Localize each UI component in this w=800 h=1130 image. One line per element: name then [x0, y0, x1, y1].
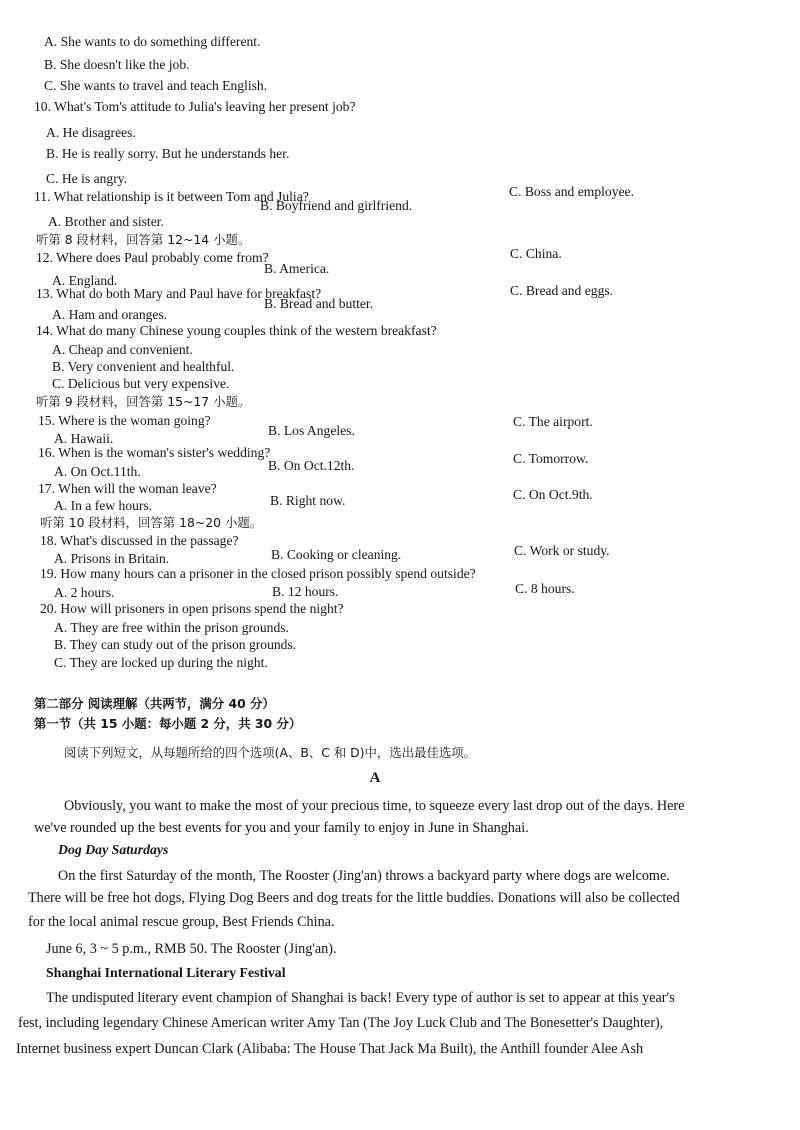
q12-option-a: A. England.: [52, 273, 118, 288]
q20-option-b: B. They can study out of the prison grounds.: [54, 637, 297, 652]
q9-option-a: A. She wants to do something different.: [44, 34, 261, 49]
event1-line-1: On the first Saturday of the month, The Rooster (Jing'an) throws a backyard party where dogs are welcome.: [58, 868, 670, 884]
section8-header: 听第 8 段材料，回答第 12~14 小题。: [36, 232, 251, 247]
q15-option-a: A. Hawaii.: [54, 431, 114, 446]
q15-option-b: B. Los Angeles.: [268, 423, 355, 438]
q14-question: 14. What do many Chinese young couples think of the western breakfast?: [36, 323, 437, 338]
section10-header: 听第 10 段材料，回答第 18~20 小题。: [40, 515, 263, 530]
q13-question: 13. What do both Mary and Paul have for breakfast?: [36, 286, 322, 301]
q12-question: 12. Where does Paul probably come from?: [36, 250, 269, 265]
part-title: 第二部分 阅读理解（共两节，满分 40 分）: [34, 696, 275, 711]
q11-option-b: B. Boyfriend and girlfriend.: [260, 198, 413, 213]
q16-option-b: B. On Oct.12th.: [268, 458, 355, 473]
q20-option-c: C. They are locked up during the night.: [54, 655, 268, 670]
event1-line-3: for the local animal rescue group, Best Friends China.: [28, 914, 335, 930]
q15-question: 15. Where is the woman going?: [38, 413, 211, 428]
q16-option-a: A. On Oct.11th.: [54, 464, 141, 479]
q11-option-c: C. Boss and employee.: [509, 184, 634, 199]
section-title: 第一节（共 15 小题：每小题 2 分，共 30 分）: [34, 716, 302, 731]
event2-line-2: fest, including legendary Chinese American writer Amy Tan (The Joy Luck Club and The Bonesetter's Daughter),: [18, 1015, 664, 1031]
q19-option-a: A. 2 hours.: [54, 585, 115, 600]
q10-option-c: C. He is angry.: [46, 171, 128, 186]
q20-question: 20. How will prisoners in open prisons spend the night?: [40, 601, 344, 616]
q10-option-a: A. He disagrees.: [46, 125, 136, 140]
q12-option-c: C. China.: [510, 246, 562, 261]
q18-option-a: A. Prisons in Britain.: [54, 551, 170, 566]
event1-info: June 6, 3 ~ 5 p.m., RMB 50. The Rooster (Jing'an).: [46, 941, 337, 957]
q14-option-c: C. Delicious but very expensive.: [52, 376, 230, 391]
q13-option-b: B. Bread and butter.: [264, 296, 374, 311]
q18-option-c: C. Work or study.: [514, 543, 610, 558]
q9-option-c: C. She wants to travel and teach English.: [44, 78, 268, 93]
q17-option-c: C. On Oct.9th.: [513, 487, 593, 502]
q20-option-a: A. They are free within the prison grounds.: [54, 620, 289, 635]
q15-option-c: C. The airport.: [513, 414, 593, 429]
q14-option-b: B. Very convenient and healthful.: [52, 359, 235, 374]
reading-instruction: 阅读下列短文，从每题所给的四个选项(A、B、C 和 D)中，选出最佳选项。: [64, 745, 477, 760]
passage-label: A: [369, 770, 381, 786]
event1-line-2: There will be free hot dogs, Flying Dog Beers and dog treats for the little buddies. Donations will also be collected: [28, 890, 680, 906]
intro-line-1: Obviously, you want to make the most of your precious time, to squeeze every last drop out of the days. Here: [64, 798, 685, 814]
event2-title: Shanghai International Literary Festival: [46, 965, 286, 980]
q10-question: 10. What's Tom's attitude to Julia's leaving her present job?: [34, 99, 356, 114]
q19-question: 19. How many hours can a prisoner in the closed prison possibly spend outside?: [40, 566, 476, 581]
q18-question: 18. What's discussed in the passage?: [40, 533, 239, 548]
q17-question: 17. When will the woman leave?: [38, 481, 217, 496]
q16-question: 16. When is the woman's sister's wedding?: [38, 445, 271, 460]
q11-option-a: A. Brother and sister.: [48, 214, 164, 229]
q12-option-b: B. America.: [264, 261, 330, 276]
q17-option-b: B. Right now.: [270, 493, 346, 508]
q13-option-c: C. Bread and eggs.: [510, 283, 614, 298]
q16-option-c: C. Tomorrow.: [513, 451, 589, 466]
q19-option-c: C. 8 hours.: [515, 581, 575, 596]
q14-option-a: A. Cheap and convenient.: [52, 342, 193, 357]
event2-line-1: The undisputed literary event champion of Shanghai is back! Every type of author is set to appear at this year's: [46, 990, 675, 1006]
q17-option-a: A. In a few hours.: [54, 498, 153, 513]
q9-option-b: B. She doesn't like the job.: [44, 57, 190, 72]
q18-option-b: B. Cooking or cleaning.: [271, 547, 402, 562]
section9-header: 听第 9 段材料，回答第 15~17 小题。: [36, 394, 251, 409]
event1-title: Dog Day Saturdays: [58, 842, 169, 857]
q10-option-b: B. He is really sorry. But he understands her.: [46, 146, 290, 161]
q13-option-a: A. Ham and oranges.: [52, 307, 168, 322]
q19-option-b: B. 12 hours.: [272, 584, 339, 599]
event2-line-3: Internet business expert Duncan Clark (Alibaba: The House That Jack Ma Built), the Anthill founder Alee Ash: [16, 1041, 644, 1057]
q11-question: 11. What relationship is it between Tom and Julia?: [34, 189, 309, 204]
intro-line-2: we've rounded up the best events for you and your family to enjoy in June in Shanghai.: [34, 820, 529, 836]
